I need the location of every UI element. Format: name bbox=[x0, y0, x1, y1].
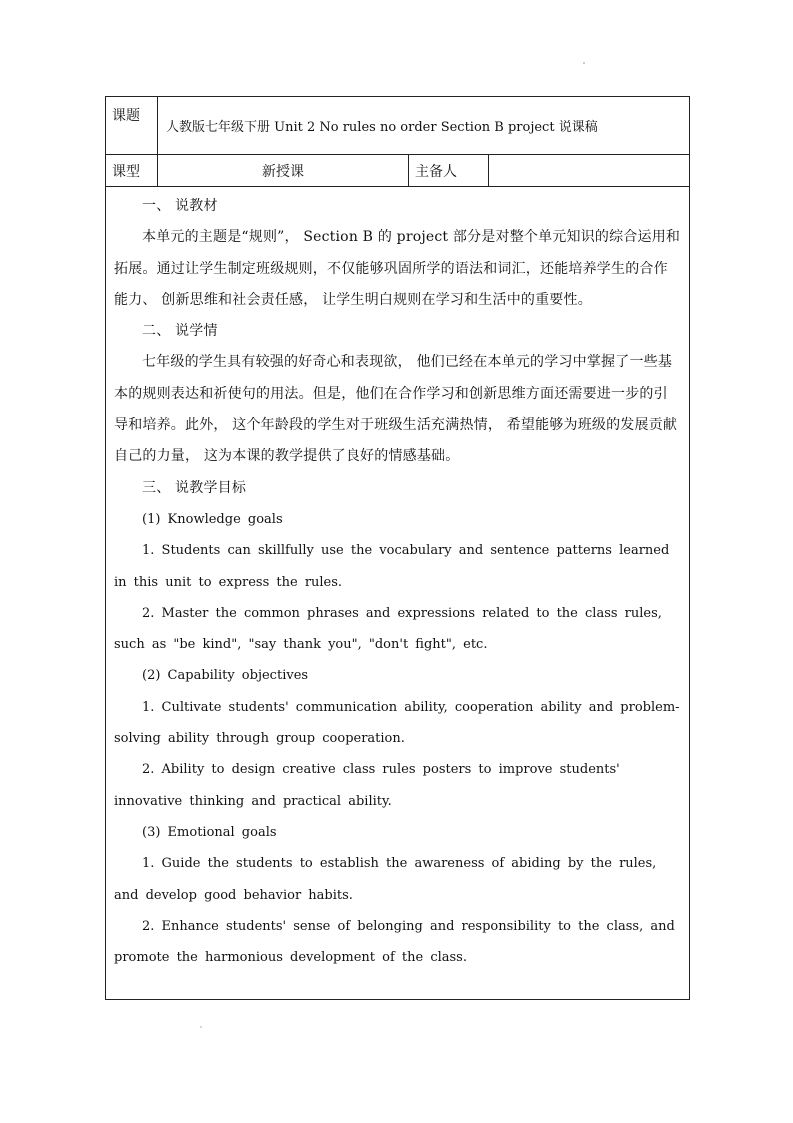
goal-heading: (1) Knowledge goals bbox=[142, 511, 283, 527]
topic-row bbox=[106, 97, 690, 155]
goal-item: 1. Students can skillfully use the vocabulary and sentence patterns learned in this unit to express the rules. bbox=[114, 543, 670, 590]
section-heading: 三、 说教学目标 bbox=[142, 479, 247, 496]
scan-speck bbox=[583, 62, 585, 64]
section-heading: 一、 说教材 bbox=[142, 198, 218, 214]
goal-item: 2. Master the common phrases and expressions related to the class rules, such as "be kind", "say thank you", "don't fight", etc. bbox=[114, 605, 662, 653]
section-heading: 二、 说学情 bbox=[142, 323, 218, 340]
lead-value bbox=[489, 155, 690, 187]
scan-speck bbox=[200, 1026, 202, 1028]
content-cell bbox=[106, 187, 690, 1000]
type-row bbox=[106, 155, 690, 187]
goal-heading: (2) Capability objectives bbox=[142, 668, 309, 684]
content-row bbox=[106, 187, 690, 1000]
lead-label: 主备人 bbox=[409, 155, 489, 187]
topic-label: 课题 bbox=[106, 97, 158, 155]
paragraph: 七年级的学生具有较强的好奇心和表现欲， 他们已经在本单元的学习中掌握了一些基本的规则表达和祈使句的用法。但是，他们在合作学习和创新思维方面还需要进一步的引导和培养。此外， 这个年龄段的学生对于班级生活充满热情， 希望能够为班级的发展贡献自己的力量， 这为本课的教学提供了良好的情感基础。 bbox=[114, 354, 678, 465]
goal-item: 2. Enhance students' sense of belonging and responsibility to the class, and promote the harmonious development of the class. bbox=[114, 918, 675, 966]
goal-item: 2. Ability to design creative class rules posters to improve students' innovative thinking and practical ability. bbox=[114, 762, 620, 809]
topic-value: 人教版七年级下册 Unit 2 No rules no order Section B project 说课稿 bbox=[158, 97, 690, 155]
lesson-plan-table bbox=[105, 96, 690, 1000]
goal-item: 1. Cultivate students' communication ability, cooperation ability and problem-solving ability through group cooperation. bbox=[114, 699, 680, 747]
goal-item: 1. Guide the students to establish the awareness of abiding by the rules, and develop good behavior habits. bbox=[114, 856, 657, 903]
type-label: 课型 bbox=[106, 155, 158, 187]
paragraph: 本单元的主题是“规则”， Section B 的 project 部分是对整个单元知识的综合运用和拓展。通过让学生制定班级规则，不仅能够巩固所学的语法和词汇，还能培养学生的合作能力、 创新思维和社会责任感， 让学生明白规则在学习和生活中的重要性。 bbox=[114, 229, 681, 308]
goal-heading: (3) Emotional goals bbox=[142, 824, 277, 840]
type-value: 新授课 bbox=[158, 155, 409, 187]
